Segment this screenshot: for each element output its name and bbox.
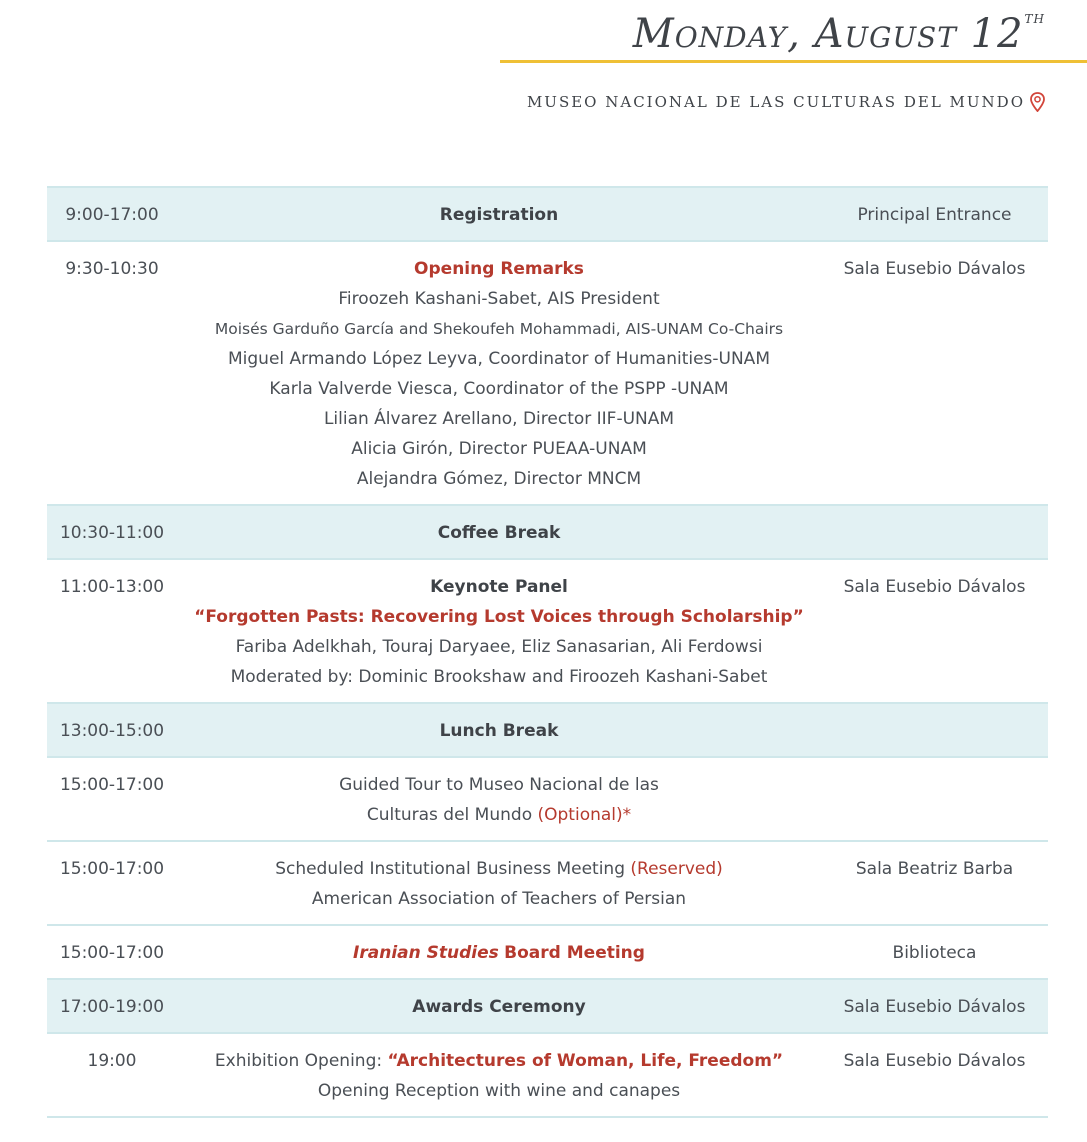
row-location: Sala Eusebio Dávalos [821, 979, 1048, 1033]
event-prefix: Exhibition Opening: [214, 1051, 383, 1071]
row-time: 15:00-17:00 [47, 841, 177, 925]
speaker-line: Fariba Adelkhah, Touraj Daryaee, Eliz Sanasarian, Ali Ferdowsi [235, 637, 763, 657]
row-event [177, 979, 821, 1033]
schedule-row [47, 1033, 1048, 1117]
row-event [177, 703, 821, 757]
row-location: Principal Entrance [821, 187, 1048, 241]
row-event [177, 757, 821, 841]
row-location: Sala Eusebio Dávalos [821, 1033, 1048, 1117]
event-title: Awards Ceremony [412, 997, 586, 1017]
schedule-table [47, 186, 1048, 1118]
event-line-text: Scheduled Institutional Business Meeting [275, 859, 625, 879]
speaker-line: Lilian Álvarez Arellano, Director IIF-UNAM [323, 409, 675, 429]
event-line-text: Culturas del Mundo [366, 805, 533, 825]
row-time: 9:30-10:30 [47, 241, 177, 505]
map-pin-icon [1030, 92, 1045, 112]
schedule-row [47, 241, 1048, 505]
event-title: Board Meeting [504, 943, 645, 963]
day-label: Monday, August 12 [632, 11, 1024, 57]
schedule-row [47, 187, 1048, 241]
venue-line [527, 92, 1045, 112]
schedule-row [47, 757, 1048, 841]
header-rule [500, 60, 1087, 63]
row-time: 9:00-17:00 [47, 187, 177, 241]
row-location [821, 757, 1048, 841]
event-title: Coffee Break [437, 523, 561, 543]
day-suffix: th [1024, 8, 1045, 28]
row-event [177, 187, 821, 241]
row-time: 13:00-15:00 [47, 703, 177, 757]
exhibition-title: “Architectures of Woman, Life, Freedom” [387, 1051, 784, 1071]
event-title-italic: Iranian Studies [353, 943, 499, 963]
event-line: Guided Tour to Museo Nacional de las [339, 775, 659, 795]
row-event [177, 241, 821, 505]
event-title: Registration [439, 205, 559, 225]
event-note: (Optional)* [537, 805, 632, 825]
event-line [178, 800, 820, 830]
row-time: 10:30-11:00 [47, 505, 177, 559]
row-location [821, 505, 1048, 559]
event-line [178, 1046, 820, 1076]
row-location: Biblioteca [821, 925, 1048, 979]
row-event [177, 1033, 821, 1117]
row-time: 11:00-13:00 [47, 559, 177, 703]
row-time: 15:00-17:00 [47, 757, 177, 841]
speaker-line: Alejandra Gómez, Director MNCM [356, 469, 642, 489]
event-title: Keynote Panel [430, 577, 568, 597]
page-title [633, 8, 1045, 57]
event-title: Lunch Break [439, 721, 559, 741]
schedule-row [47, 559, 1048, 703]
event-line [178, 854, 820, 884]
event-line: Opening Reception with wine and canapes [317, 1081, 681, 1101]
row-event [177, 559, 821, 703]
row-event [177, 925, 821, 979]
schedule-row [47, 505, 1048, 559]
row-time: 19:00 [47, 1033, 177, 1117]
speaker-line: Firoozeh Kashani-Sabet, AIS President [338, 289, 660, 309]
row-location: Sala Eusebio Dávalos [821, 559, 1048, 703]
row-location [821, 703, 1048, 757]
row-time: 15:00-17:00 [47, 925, 177, 979]
row-location: Sala Eusebio Dávalos [821, 241, 1048, 505]
speaker-line: Moisés Garduño García and Shekoufeh Mohammadi, AIS-UNAM Co-Chairs [214, 320, 784, 338]
schedule-row [47, 703, 1048, 757]
schedule-row [47, 979, 1048, 1033]
event-title: Opening Remarks [414, 259, 584, 279]
speaker-line: Moderated by: Dominic Brookshaw and Firoozeh Kashani-Sabet [230, 667, 768, 687]
speaker-line: Miguel Armando López Leyva, Coordinator of Humanities-UNAM [228, 349, 770, 369]
event-subtitle: “Forgotten Pasts: Recovering Lost Voices through Scholarship” [194, 607, 804, 627]
row-event [177, 505, 821, 559]
event-line: American Association of Teachers of Persian [311, 889, 687, 909]
speaker-line: Alicia Girón, Director PUEAA-UNAM [351, 439, 647, 459]
venue-name: MUSEO NACIONAL DE LAS CULTURAS DEL MUNDO [526, 93, 1025, 111]
event-note: (Reserved) [630, 859, 723, 879]
schedule-row [47, 841, 1048, 925]
schedule-row [47, 925, 1048, 979]
row-event [177, 841, 821, 925]
row-time: 17:00-19:00 [47, 979, 177, 1033]
speaker-line: Karla Valverde Viesca, Coordinator of the PSPP -UNAM [269, 379, 729, 399]
row-location: Sala Beatriz Barba [821, 841, 1048, 925]
